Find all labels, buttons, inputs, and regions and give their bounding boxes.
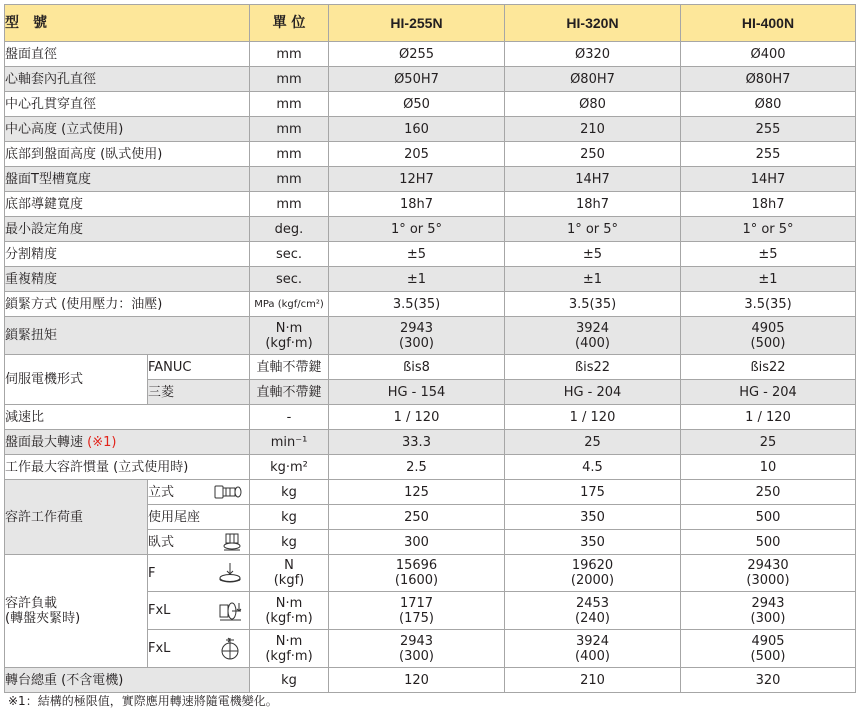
moment-load-top-icon [217, 636, 243, 662]
value-hi400n: 320 [681, 668, 856, 693]
row-unit: mm [250, 67, 329, 92]
value-hi255n: 12H7 [329, 167, 505, 192]
value-hi400n: 25 [681, 430, 856, 455]
row-spindle-bore [5, 67, 856, 92]
row-clamp-method [5, 292, 856, 317]
value-hi400n: 4905 (500) [681, 317, 856, 355]
value-hi255n: 205 [329, 142, 505, 167]
row-sublabel: 三菱 [148, 380, 250, 405]
value-hi400n: 1° or 5° [681, 217, 856, 242]
row-unit: kg [250, 530, 329, 555]
row-label: 盤面T型槽寬度 [5, 167, 250, 192]
value-hi400n: 500 [681, 530, 856, 555]
value-hi320n: 3924 (400) [505, 630, 681, 668]
value-hi255n: 18h7 [329, 192, 505, 217]
row-sublabel: FxL [148, 630, 250, 668]
value-hi400n: Ø80H7 [681, 67, 856, 92]
value-hi320n: 350 [505, 505, 681, 530]
value-hi320n: 210 [505, 668, 681, 693]
row-sublabel: F [148, 555, 250, 592]
row-sublabel: 臥式 [148, 530, 250, 555]
value-hi320n: 3.5(35) [505, 292, 681, 317]
model-hi400n: HI-400N [681, 5, 856, 42]
value-hi255n: 1717 (175) [329, 592, 505, 630]
row-unit: mm [250, 117, 329, 142]
value-hi400n: 255 [681, 142, 856, 167]
row-unit: kg [250, 480, 329, 505]
value-hi255n: ±5 [329, 242, 505, 267]
value-hi320n: ßis22 [505, 355, 681, 380]
row-unit: mm [250, 192, 329, 217]
row-label: 工作最大容許慣量 (立式使用時) [5, 455, 250, 480]
value-hi255n: 33.3 [329, 430, 505, 455]
value-hi255n: ßis8 [329, 355, 505, 380]
value-hi320n: 14H7 [505, 167, 681, 192]
row-servo-fanuc [5, 355, 856, 380]
value-hi255n: 300 [329, 530, 505, 555]
row-through-hole [5, 92, 856, 117]
unit-header: 單 位 [250, 5, 329, 42]
row-base-to-table [5, 142, 856, 167]
row-unit: kg [250, 668, 329, 693]
row-unit: sec. [250, 267, 329, 292]
value-hi400n: 250 [681, 480, 856, 505]
row-unit: 直軸不帶鍵 [250, 355, 329, 380]
row-unit: N (kgf) [250, 555, 329, 592]
value-hi400n: 2943 (300) [681, 592, 856, 630]
row-unit: N·m (kgf·m) [250, 630, 329, 668]
row-unit: mm [250, 92, 329, 117]
row-repeatability [5, 267, 856, 292]
value-hi320n: ±1 [505, 267, 681, 292]
value-hi320n: Ø80H7 [505, 67, 681, 92]
row-allow-f [5, 555, 856, 592]
row-unit: min⁻¹ [250, 430, 329, 455]
row-center-height [5, 117, 856, 142]
row-label: 最小設定角度 [5, 217, 250, 242]
value-hi400n: 4905 (500) [681, 630, 856, 668]
row-load-vertical [5, 480, 856, 505]
value-hi400n: 29430 (3000) [681, 555, 856, 592]
row-unit: kg·m² [250, 455, 329, 480]
value-hi400n: ±1 [681, 267, 856, 292]
value-hi255n: Ø255 [329, 42, 505, 67]
row-label: 鎖緊方式 (使用壓力：油壓) [5, 292, 250, 317]
row-gear-ratio [5, 405, 856, 430]
row-unit: mm [250, 42, 329, 67]
value-hi320n: 3924 (400) [505, 317, 681, 355]
workload-group-label: 容許工作荷重 [5, 480, 148, 555]
value-hi320n: 1 / 120 [505, 405, 681, 430]
value-hi400n: Ø400 [681, 42, 856, 67]
moment-load-side-icon [217, 599, 243, 623]
value-hi400n: 18h7 [681, 192, 856, 217]
row-unit: mm [250, 142, 329, 167]
row-label: 重複精度 [5, 267, 250, 292]
row-max-speed [5, 430, 856, 455]
spec-table [4, 4, 856, 693]
row-sublabel: 立式 [148, 480, 250, 505]
value-hi255n: HG - 154 [329, 380, 505, 405]
row-unit: 直軸不帶鍵 [250, 380, 329, 405]
value-hi400n: HG - 204 [681, 380, 856, 405]
value-hi255n: 2.5 [329, 455, 505, 480]
allowload-group-label: 容許負載 (轉盤夾緊時) [5, 555, 148, 668]
row-label: 盤面最大轉速 (※1) [5, 430, 250, 455]
header-row [5, 5, 856, 42]
value-hi400n: ßis22 [681, 355, 856, 380]
value-hi320n: 18h7 [505, 192, 681, 217]
row-clamp-torque [5, 317, 856, 355]
value-hi255n: 125 [329, 480, 505, 505]
row-max-inertia [5, 455, 856, 480]
row-label: 中心孔貫穿直徑 [5, 92, 250, 117]
value-hi320n: 250 [505, 142, 681, 167]
row-sublabel: 使用尾座 [148, 505, 250, 530]
model-header: 型 號 [5, 5, 250, 42]
row-sublabel: FxL [148, 592, 250, 630]
value-hi320n: Ø80 [505, 92, 681, 117]
row-index-accuracy [5, 242, 856, 267]
value-hi255n: ±1 [329, 267, 505, 292]
row-label: 盤面直徑 [5, 42, 250, 67]
value-hi320n: 175 [505, 480, 681, 505]
row-unit: mm [250, 167, 329, 192]
row-guide-key [5, 192, 856, 217]
value-hi255n: 15696 (1600) [329, 555, 505, 592]
value-hi320n: 1° or 5° [505, 217, 681, 242]
row-unit: N·m (kgf·m) [250, 592, 329, 630]
value-hi255n: 120 [329, 668, 505, 693]
value-hi320n: 350 [505, 530, 681, 555]
value-hi255n: Ø50H7 [329, 67, 505, 92]
axial-load-icon [217, 562, 243, 584]
value-hi320n: 19620 (2000) [505, 555, 681, 592]
row-label: 底部到盤面高度 (臥式使用) [5, 142, 250, 167]
row-unit: - [250, 405, 329, 430]
value-hi400n: 255 [681, 117, 856, 142]
value-hi320n: 25 [505, 430, 681, 455]
value-hi255n: 1° or 5° [329, 217, 505, 242]
row-t-slot [5, 167, 856, 192]
row-label: 心軸套內孔直徑 [5, 67, 250, 92]
value-hi320n: ±5 [505, 242, 681, 267]
value-hi320n: Ø320 [505, 42, 681, 67]
vertical-mount-icon [213, 483, 243, 501]
row-unit: MPa (kgf/cm²) [250, 292, 329, 317]
row-label: 分割精度 [5, 242, 250, 267]
model-hi255n: HI-255N [329, 5, 505, 42]
row-label: 底部導鍵寬度 [5, 192, 250, 217]
value-hi320n: 4.5 [505, 455, 681, 480]
value-hi320n: 210 [505, 117, 681, 142]
row-min-angle [5, 217, 856, 242]
row-total-weight [5, 668, 856, 693]
value-hi400n: 14H7 [681, 167, 856, 192]
value-hi400n: Ø80 [681, 92, 856, 117]
footnote: ※1：結構的極限值，實際應用轉速將隨電機變化。 [8, 694, 278, 708]
value-hi255n: 3.5(35) [329, 292, 505, 317]
value-hi255n: 2943 (300) [329, 317, 505, 355]
servo-group-label: 伺服電機形式 [5, 355, 148, 405]
value-hi255n: 250 [329, 505, 505, 530]
row-label: 減速比 [5, 405, 250, 430]
row-unit: sec. [250, 242, 329, 267]
row-unit: N·m (kgf·m) [250, 317, 329, 355]
value-hi400n: ±5 [681, 242, 856, 267]
horizontal-mount-icon [221, 532, 243, 552]
value-hi400n: 1 / 120 [681, 405, 856, 430]
value-hi320n: 2453 (240) [505, 592, 681, 630]
value-hi255n: 1 / 120 [329, 405, 505, 430]
value-hi255n: Ø50 [329, 92, 505, 117]
row-label: 中心高度 (立式使用) [5, 117, 250, 142]
note-ref: (※1) [87, 434, 117, 450]
value-hi255n: 2943 (300) [329, 630, 505, 668]
row-label: 鎖緊扭矩 [5, 317, 250, 355]
row-unit: deg. [250, 217, 329, 242]
row-unit: kg [250, 505, 329, 530]
row-sublabel: FANUC [148, 355, 250, 380]
row-label: 轉台總重 (不含電機) [5, 668, 250, 693]
model-hi320n: HI-320N [505, 5, 681, 42]
row-table-diameter [5, 42, 856, 67]
value-hi320n: HG - 204 [505, 380, 681, 405]
value-hi255n: 160 [329, 117, 505, 142]
value-hi400n: 500 [681, 505, 856, 530]
value-hi400n: 3.5(35) [681, 292, 856, 317]
value-hi400n: 10 [681, 455, 856, 480]
